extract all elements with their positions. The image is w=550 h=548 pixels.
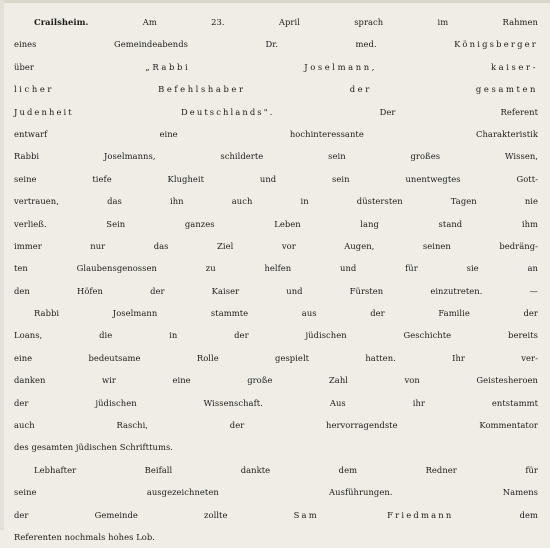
news-article xyxy=(14,11,544,548)
article-line: des gesamten jüdischen Schrifttums. xyxy=(14,442,174,453)
article-line: entwarf eine hochinteressante Charakteristik xyxy=(14,128,538,139)
lecture-title: Judenheit Deutschlands". xyxy=(14,106,275,117)
article-line: Lebhafter Beifall dankte dem Redner für xyxy=(34,464,538,475)
article-line: Rabbi Joselmanns, schilderte sein großes Wissen, xyxy=(14,151,538,162)
article-line: eine bedeutsame Rolle gespielt hatten. Ihr ver- xyxy=(14,352,538,363)
article-line: seine tiefe Klugheit und sein unentwegtes Gott- xyxy=(14,173,538,184)
article-line: der Gemeinde zollte Sam Friedmann dem xyxy=(14,509,538,520)
article-line: verließ. Sein ganzes Leben lang stand ihm xyxy=(14,218,538,229)
article-line: Crailsheim. Am 23. April sprach im Rahmen xyxy=(34,17,538,27)
article-line: Loans, die in der jüdischen Geschichte bereits xyxy=(14,330,538,341)
article-line: vertrauen, das ihn auch in düstersten Tagen nie xyxy=(14,196,538,207)
article-line: seine ausgezeichneten Ausführungen. Namens xyxy=(14,487,538,498)
article-line: Judenheit Deutschlands". Der Referent xyxy=(14,106,538,117)
article-line: der jüdischen Wissenschaft. Aus ihr entstammt xyxy=(14,397,538,408)
article-line: Rabbi Joselmann stammte aus der Familie der xyxy=(34,308,538,319)
article-line: ten Glaubensgenossen zu helfen und für sie an xyxy=(14,263,538,274)
article-line: eines Gemeindeabends Dr. med. Königsberger xyxy=(14,39,538,50)
scan-edge-left xyxy=(0,0,4,530)
article-line: auch Raschi, der hervorragendste Kommentator xyxy=(14,420,538,431)
person-name: Sam Friedmann xyxy=(293,509,454,520)
article-line: den Höfen der Kaiser und Fürsten einzutreten. — xyxy=(14,285,538,296)
article-line: immer nur das Ziel vor Augen, seinen bedräng- xyxy=(14,240,538,251)
lecture-title-line: licher Befehlshaber der gesamten xyxy=(14,84,538,95)
place-name: Crailsheim. xyxy=(34,17,89,27)
lecture-title: „Rabbi Joselmann, kaiser- xyxy=(145,61,538,72)
article-line: Referenten nochmals hohes Lob. xyxy=(14,531,156,542)
article-line: danken wir eine große Zahl von Geistesheroen xyxy=(14,375,538,386)
scan-edge xyxy=(0,0,550,3)
article-line: über „Rabbi Joselmann, kaiser- xyxy=(14,61,538,72)
speaker-name: Königsberger xyxy=(454,39,538,50)
